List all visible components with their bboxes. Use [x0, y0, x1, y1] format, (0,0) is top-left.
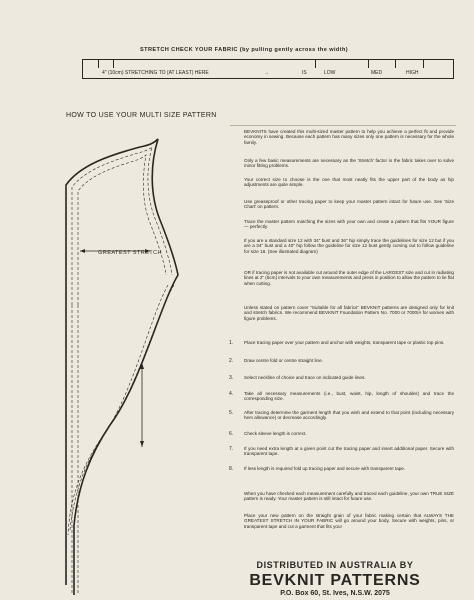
step-text: If you need extra length at a given point cut the tracing paper and insert additional paper. Secure with transparent tape.	[244, 446, 454, 457]
intro-paragraph: If you are a standard size 12 with 34" bust and 36" hip simply trace the guidelines for size 12 but if you are a 34" bust and a 40" hip follow the guideline for size 12 bust gently curving out to follow guideline for size 18. (See illustrated diagram)	[244, 238, 454, 254]
stretch-gauge-labels	[84, 70, 452, 78]
stretch-med-label: MED	[371, 70, 383, 76]
step-number: 6.	[229, 431, 234, 437]
closing-paragraph: Place your new pattern on the straight grain of your fabric making certain that ALWAYS THE GREATEST STRETCH IN YOUR FABRIC will go around your body. Secure with weights, pins, or transparent tape and cut a garment that fits you!	[244, 513, 454, 529]
size-guideline	[72, 147, 172, 595]
page-heading: HOW TO USE YOUR MULTI SIZE PATTERN	[66, 112, 217, 119]
step-number: 7.	[229, 446, 234, 452]
step-number: 4.	[229, 391, 234, 397]
stretch-check-title: STRETCH CHECK YOUR FABRIC (by pulling gently across the width)	[140, 47, 349, 53]
gauge-tick	[423, 60, 424, 68]
step-number: 2.	[229, 358, 234, 364]
intro-paragraph: OR if tracing paper is not available cut around the outer edge of the LARGEST size and cut in radiating lines at 2" (5cm) intervals to your own measurements and press in position to allow the pattern to lie flat when cutting.	[244, 270, 454, 286]
step-number: 8.	[229, 466, 234, 472]
size-guideline	[68, 285, 168, 535]
intro-paragraph: Only a few basic measurements are necessary as the 'Stretch' factor in the fabric takes over to solve minor fitting problems.	[244, 158, 454, 169]
intro-paragraph: Unless stated on pattern cover "Suitable for all fabrics" BEVKNIT patterns are designed only for knit and stretch fabrics. We recommend BEVKNIT Foundation Pattern No. 7000 or 7000/A for women with figure problems.	[244, 305, 454, 321]
intro-paragraph: BEVKNITS have created this multi-sized master pattern to help you achieve a perfect fit and provide economy in sewing. Because each pattern has many sizes only one pattern is necessary for the whole family.	[244, 129, 454, 145]
stretch-high-label: HIGH	[406, 70, 419, 76]
gauge-tick	[368, 60, 369, 68]
company-address: P.O. Box 60, St. Ives, N.S.W. 2075	[280, 590, 390, 597]
stretch-left-label: 4" (10cm) STRETCHING TO (AT LEAST) HERE	[102, 70, 209, 76]
step-text: After tracing determine the garment length that you wish and extend to that point (including necessary hem allowance) or decrease accordingly.	[244, 410, 454, 421]
intro-paragraph: Your correct size to choose is the one that most neatly fits the upper part of the body as hip adjustments are quite simple.	[244, 177, 454, 188]
step-text: Draw centre fold or centre straight line.	[244, 358, 323, 363]
company-name: BEVKNIT PATTERNS	[249, 572, 421, 589]
step-number: 3.	[229, 375, 234, 381]
step-text: Take all necessary measurements (i.e., bust, waist, hip, length of shoulder) and trace the corresponding size.	[244, 391, 454, 402]
step-text: Place tracing paper over your pattern and anchor with weights, transparent tape or plastic top pins.	[244, 340, 445, 345]
step-text: Check sleeve length is correct.	[244, 431, 307, 436]
closing-paragraph: When you have checked each measurement carefully and traced each guideline, your own TRUE SIZE pattern is ready. Your master pattern is still intact for future use.	[244, 491, 454, 502]
stretch-is-label: IS	[302, 70, 307, 76]
step-text: Select neckline of choice and trace on indicated guide lines.	[244, 375, 366, 380]
step-number: 5.	[229, 410, 234, 416]
gauge-tick	[113, 60, 114, 68]
divider	[230, 125, 456, 126]
step-number: 1.	[229, 340, 234, 346]
gauge-tick	[98, 60, 99, 68]
size-guideline	[78, 155, 166, 595]
intro-paragraph: Trace the master pattern matching the sizes with your own and create a pattern that fits YOUR figure — perfectly.	[244, 219, 454, 230]
gauge-tick	[315, 60, 316, 68]
arrow-right-icon: →	[264, 70, 269, 76]
arrow-head	[140, 441, 144, 447]
distributor-line: DISTRIBUTED IN AUSTRALIA BY	[256, 560, 414, 570]
stretch-low-label: LOW	[324, 70, 336, 76]
greatest-stretch-label: GREATEST STRETCH	[98, 250, 163, 256]
step-text: If less length is required fold up tracing paper and secure with transparent tape.	[244, 466, 406, 471]
pattern-diagram	[50, 125, 230, 595]
intro-paragraph: Use greaseproof or other tracing paper to keep your master pattern intact for future use. See 'Size Chart' on pattern.	[244, 199, 454, 210]
pattern-outline	[66, 139, 178, 595]
arrow-head	[80, 249, 85, 253]
gauge-tick	[395, 60, 396, 68]
